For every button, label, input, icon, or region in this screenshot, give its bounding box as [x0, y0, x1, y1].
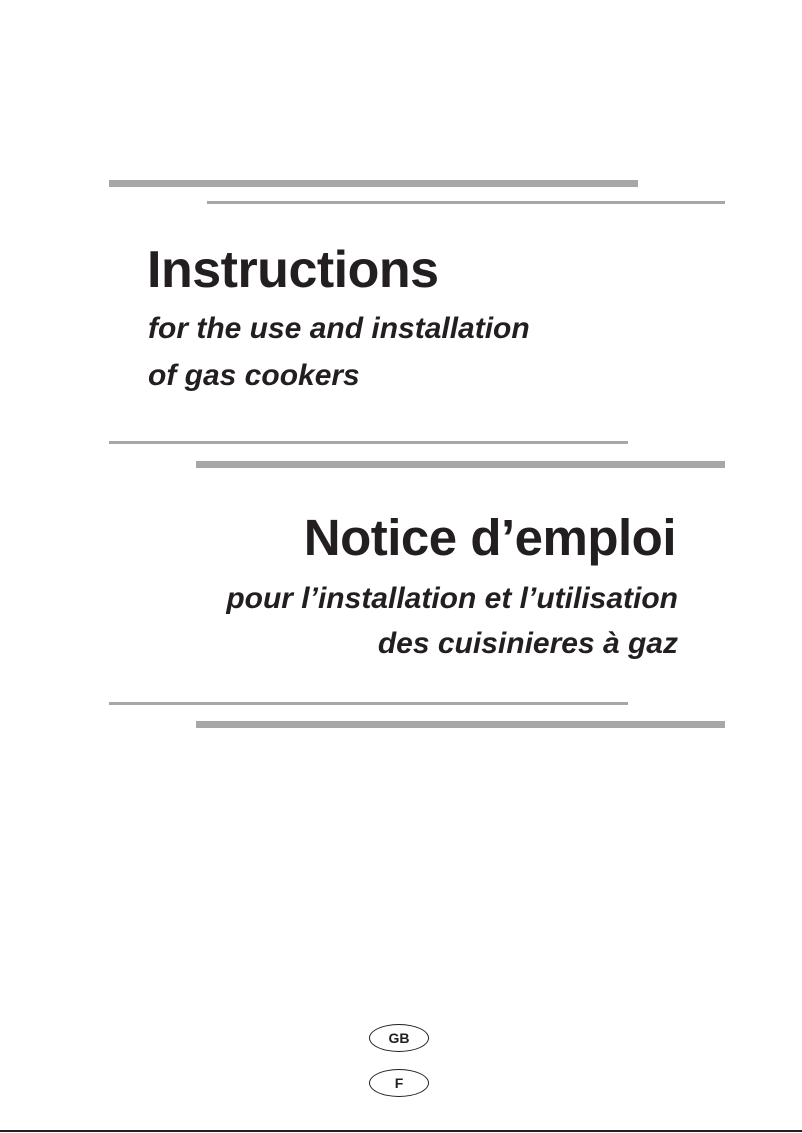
decorative-rule-top-thin [207, 201, 725, 204]
french-subtitle-line-1: pour l’installation et l’utilisation [226, 582, 678, 615]
decorative-rule-middle-thick [196, 461, 725, 468]
language-badge-gb: GB [369, 1024, 429, 1052]
decorative-rule-middle-thin [109, 441, 628, 444]
english-subtitle [148, 305, 530, 399]
decorative-rule-bottom-thin [109, 702, 628, 705]
french-subtitle [226, 576, 678, 666]
english-title: Instructions [147, 241, 439, 299]
english-subtitle-line-2: of gas cookers [148, 359, 360, 392]
language-badge-f: F [369, 1069, 429, 1097]
decorative-rule-top-thick [109, 180, 638, 187]
english-subtitle-line-1: for the use and installation [148, 312, 530, 345]
french-subtitle-line-2: des cuisinieres à gaz [377, 627, 678, 660]
french-title: Notice d’emploi [303, 509, 676, 566]
decorative-rule-bottom-thick [196, 721, 725, 728]
page-bottom-edge [0, 1130, 802, 1132]
